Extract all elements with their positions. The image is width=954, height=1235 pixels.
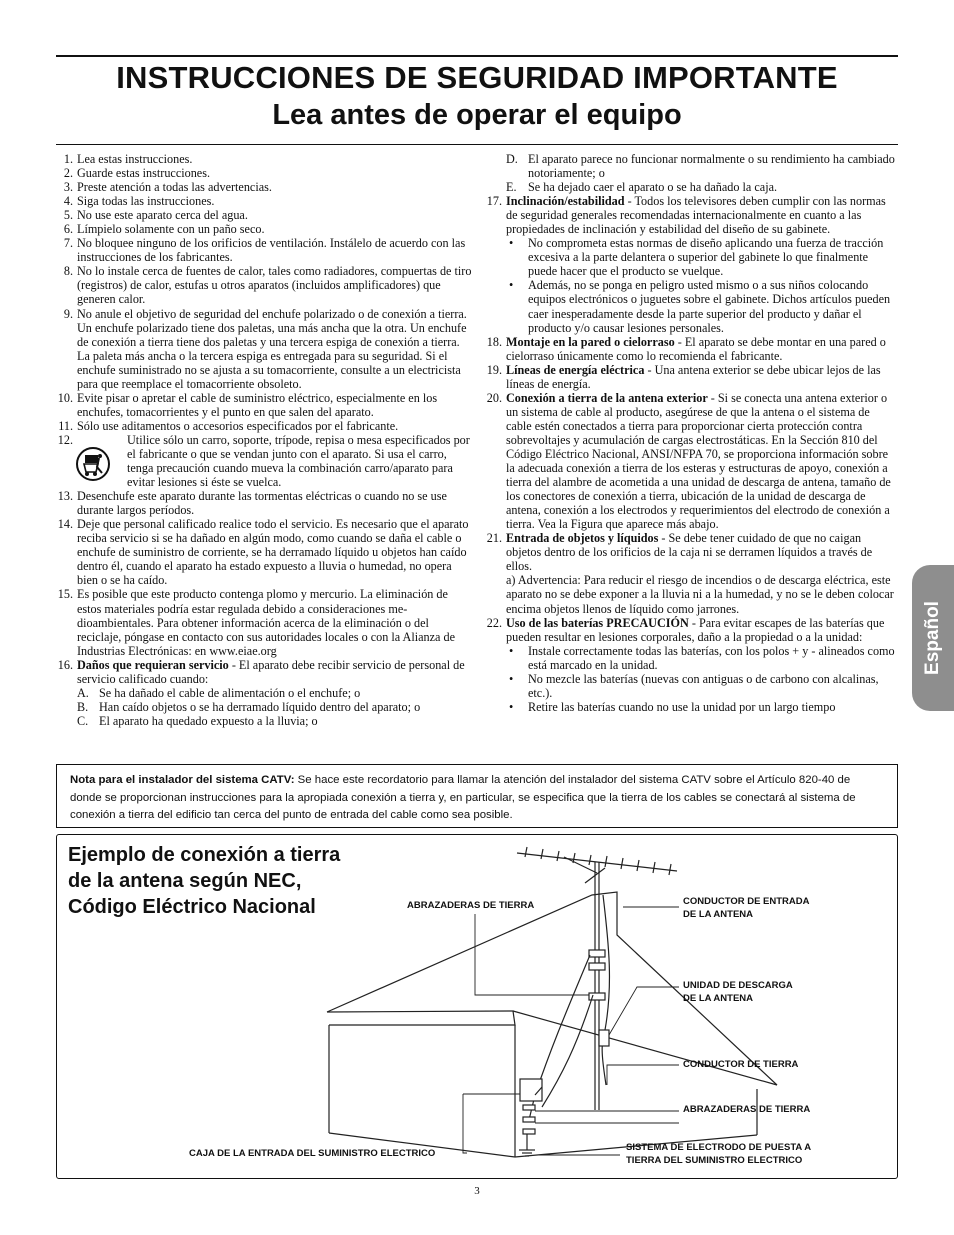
instruction-item: 15. Es posible que este producto contenga plomo y mercurio. La eliminación de estos materiales podría estar regulada debido a consideraciones medioambientales. Para obtener información acerca de la eliminación o del reciclaje, póngase en contacto con sus autoridades locales o con la Alianza de Industrias Electrónicas: en www.eiae.org bbox=[57, 587, 455, 658]
label-ground-clamps-top: ABRAZADERAS DE TIERRA bbox=[407, 900, 535, 911]
label-antenna-lead-in: CONDUCTOR DE ENTRADA DE LA ANTENA bbox=[683, 896, 810, 920]
instruction-bullet: • Retire las baterías cuando no use la unidad por un largo tiempo bbox=[509, 699, 836, 714]
instruction-bullet: • Instale correctamente todas las baterías, con los polos + y - alineados como está marcado en la unidad. bbox=[509, 643, 895, 672]
instruction-item: 19. Líneas de energía eléctrica - Una antena exterior se debe ubicar lejos de las líneas de energía. bbox=[486, 362, 881, 391]
label-ground-clamps-bottom: ABRAZADERAS DE TIERRA bbox=[683, 1104, 811, 1115]
instruction-item: 22. Uso de las baterías PRECAUCIÓN - Para evitar escapes de las baterías que pueden resultar en lesiones corporales, daño a la propiedad o a la unidad: bbox=[486, 615, 885, 644]
instruction-item: 3. Preste atención a todas las advertencias. bbox=[63, 180, 272, 195]
discharge-unit bbox=[599, 1030, 609, 1046]
page-number: 3 bbox=[474, 1185, 480, 1197]
instruction-warning: a) Advertencia: Para reducir el riesgo de incendios o de descarga eléctrica, este aparato no se debe exponer a la lluvia ni a la humedad, y no se le deben colocar encima objetos llenos de líquido como jarrones. bbox=[506, 573, 894, 616]
grounding-diagram bbox=[56, 834, 898, 1179]
instruction-item: 8. No lo instale cerca de fuentes de calor, tales como radiadores, compuertas de tiro (registros) de calor, estufas u otros aparatos (incluidos amplificadores) que generen calor. bbox=[63, 264, 472, 307]
ground-electrode-icon bbox=[519, 1134, 535, 1156]
instruction-subitem: D. El aparato parece no funcionar normalmente o su rendimiento ha cambiado notoriamente; o bbox=[506, 152, 895, 181]
instruction-item: 9. No anule el objetivo de seguridad del enchufe polarizado o de conexión a tierra. Un enchufe polarizado tiene dos paletas, una más ancha que la otra. Un enchufe de conexión a tierra tiene dos paletas y una tercera espiga de conexión a tierra. La paleta más ancha o la tercera espiga es entregada para su seguridad. Si el enchufe suministrado no se ajusta a su tomacorriente, consulte a un electricista para que reemplace el tomacorriente obsoleto. bbox=[63, 306, 467, 391]
ground-clamps-bottom bbox=[523, 1105, 535, 1134]
house-outline bbox=[327, 892, 777, 1157]
catv-note-text: Nota para el instalador del sistema CATV: Se hace este recordatorio para llamar la atención del instalador del sistema CATV sobre el Artículo 820-40 de donde se proporcionan instrucciones para la apropiada conexión a tierra y, en particular, se especifica que la tierra de los cables se conectará al sistema de conexión a tierra del edificio tan cerca del punto de entrada del cable como sea posible. bbox=[70, 774, 856, 821]
label-ground-conductor: CONDUCTOR DE TIERRA bbox=[683, 1059, 799, 1070]
instruction-item: 11. Sólo use aditamentos o accesorios especificados por el fabricante. bbox=[58, 418, 399, 433]
instruction-item: 13. Desenchufe este aparato durante las tormentas eléctricas o cuando no se use durante largos períodos. bbox=[57, 489, 447, 518]
instruction-item: 18. Montaje en la pared o cielorraso - El aparato se debe montar en una pared o cielorraso únicamente como lo recomienda el fabricante. bbox=[486, 334, 886, 363]
house-antenna-illustration bbox=[57, 835, 897, 1178]
language-tab-label: Español bbox=[922, 601, 943, 675]
top-rule bbox=[56, 55, 898, 57]
instruction-subitem: B. Han caído objetos o se ha derramado líquido dentro del aparato; o bbox=[77, 699, 421, 714]
page-title: INSTRUCCIONES DE SEGURIDAD IMPORTANTE bbox=[116, 60, 838, 95]
instruction-item: 12. Utilice sólo un carro, soporte, trípode, repisa o mesa especificados por el fabricante o que se vendan junto con el aparato. Si usa el carro, tenga precaución cuando mueva la combinación carro/aparato para evitar lesiones si éste se vuelca. bbox=[57, 432, 470, 490]
instruction-bullet: • Además, no se ponga en peligro usted mismo o a sus niños colocando equipos electrónicos o juguetes sobre el gabinete. Dichos artículos pueden caer inesperadamente desde la parte superior del producto y dañar el producto y/o causar lesiones personales. bbox=[509, 278, 891, 335]
instruction-item: 10. Evite pisar o apretar el cable de suministro eléctrico, especialmente en los enchufes, tomacorrientes y el punto en que salen del aparato. bbox=[57, 390, 438, 419]
instruction-item: 14. Deje que personal calificado realice todo el servicio. Es necesario que el aparato reciba servicio si se ha dañado en algún modo, como cuando se daña el cable o enchufe de suministro de corriente, se ha derramado líquido u objetos han caído dentro él, cuando el aparato ha estado expuesto a lluvia o humedad, no opera bien o se ha caído. bbox=[57, 517, 469, 588]
instruction-item: 4. Siga todas las instrucciones. bbox=[63, 194, 215, 209]
catv-note-box bbox=[56, 764, 898, 828]
instruction-subitem: C. El aparato ha quedado expuesto a la lluvia; o bbox=[77, 713, 318, 728]
page-subtitle: Lea antes de operar el equipo bbox=[272, 99, 682, 131]
instruction-bullet: • No comprometa estas normas de diseño aplicando una fuerza de tracción excesiva a la parte delantera o superior del gabinete lo que finalmente puede hacer que el producto se vuelque. bbox=[509, 236, 884, 279]
instructions-left-column bbox=[56, 152, 474, 728]
instruction-item: 1. Lea estas instrucciones. bbox=[63, 152, 193, 166]
diagram-title: Ejemplo de conexión a tierra de la antena según NEC, Código Eléctrico Nacional bbox=[68, 844, 341, 918]
header-rule bbox=[56, 144, 898, 145]
instruction-item: 6. Límpielo solamente con un paño seco. bbox=[63, 222, 265, 237]
label-service-box: CAJA DE LA ENTRADA DEL SUMINISTRO ELECTRICO bbox=[189, 1148, 436, 1159]
mast-clamps bbox=[589, 950, 605, 1000]
language-tab bbox=[912, 565, 954, 711]
instruction-item: 5. No use este aparato cerca del agua. bbox=[63, 208, 248, 223]
instruction-item: 20. Conexión a tierra de la antena exterior - Si se conecta una antena exterior o un sistema de cable al producto, asegúrese de que la antena o el sistema de cable estén conectados a tierra para proporcionar cierta protección contra sobrevoltajes y acumulación de cargas electrostáticas. En la Sección 810 del Código Eléctrico Nacional, ANSI/NFPA 70, se proporciona información sobre la adecuada conexión a tierra de los esteras y estructuras de apoyo, conexión a tierra del alambre de acometida a una unidad de descarga de antena, tamaño de los conectores de conexión a tierra, ubicación de la unidad de descarga de antena, conexión a los electrodos y requerimientos del electrodo de conexión a tierra. Vea la Figura que aparece más abajo. bbox=[486, 390, 891, 532]
instruction-item: 16. Daños que requieran servicio - El aparato debe recibir servicio de personal de servicio calificado cuando: bbox=[57, 657, 465, 686]
instruction-subitem: A. Se ha dañado el cable de alimentación o el enchufe; o bbox=[77, 685, 361, 700]
instruction-subitem: E. Se ha dejado caer el aparato o se ha dañado la caja. bbox=[506, 180, 778, 195]
instruction-item: 2. Guarde estas instrucciones. bbox=[63, 166, 211, 181]
instruction-bullet: • No mezcle las baterías (nuevas con antiguas o de carbono con alcalinas, etc.). bbox=[509, 671, 879, 700]
label-grounding-electrode: SISTEMA DE ELECTRODO DE PUESTA A TIERRA DEL SUMINISTRO ELECTRICO bbox=[626, 1142, 812, 1166]
callout-lines bbox=[463, 907, 679, 1155]
antenna-icon bbox=[517, 847, 677, 1110]
service-box bbox=[520, 1079, 542, 1101]
instruction-item: 17. Inclinación/estabilidad - Todos los televisores deben cumplir con las normas de seguridad generales recomendadas internacionalmente en cuanto a las propiedades de inclinación y estabilidad del diseño de su gabinete. bbox=[486, 194, 886, 237]
cart-warning-icon bbox=[76, 447, 110, 481]
instruction-item: 7. No bloquee ninguno de los orificios de ventilación. Instálelo de acuerdo con las instrucciones de los fabricantes. bbox=[63, 236, 466, 265]
instruction-item: 21. Entrada de objetos y líquidos - Se debe tener cuidado de que no caigan objetos dentro de los orificios de la caja ni se derramen líquidos a través de ellos. bbox=[486, 531, 873, 574]
label-discharge-unit: UNIDAD DE DESCARGA DE LA ANTENA bbox=[683, 980, 793, 1004]
instructions-right-column bbox=[485, 152, 898, 714]
